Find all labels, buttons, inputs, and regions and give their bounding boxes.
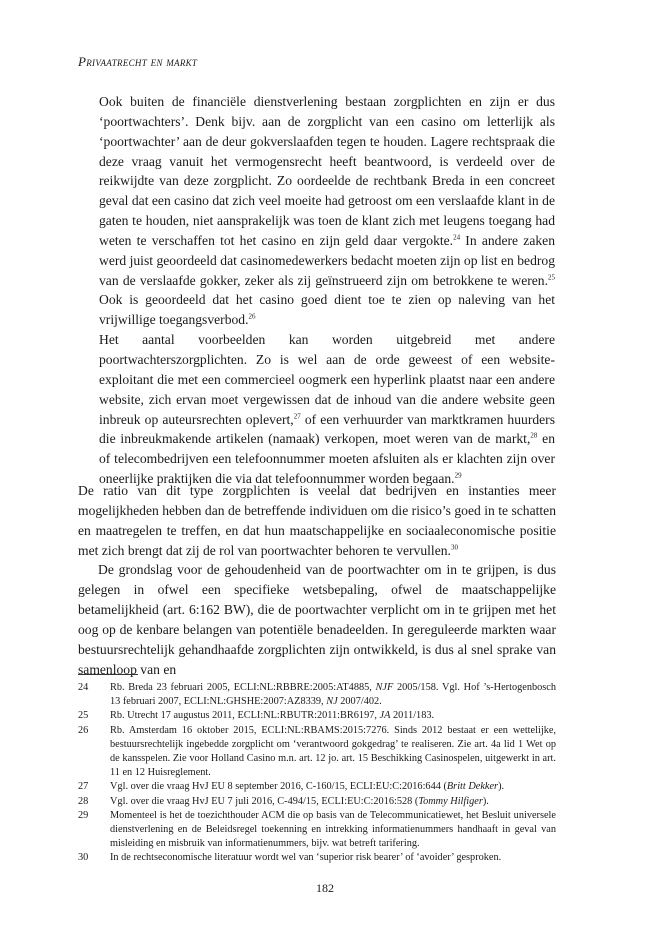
footnote-text-part: ). <box>498 781 505 793</box>
footnote-26 <box>78 724 556 781</box>
footnote-citation-italic: Britt Dekker <box>446 781 499 793</box>
footnote-text-part: 2011/183. <box>390 710 435 722</box>
footnote-28 <box>78 795 556 809</box>
footnote-number: 27 <box>78 781 89 793</box>
footnote-ref-28[interactable]: 28 <box>530 431 538 440</box>
footnote-number: 28 <box>78 795 89 807</box>
footnote-27 <box>78 780 556 794</box>
footnote-text-part: Rb. Breda 23 februari 2005, ECLI:NL:RBBRE:2005:AT4885, <box>110 682 376 693</box>
footnote-divider <box>78 674 138 675</box>
page-number: 182 <box>316 881 334 895</box>
footnote-ref-26[interactable]: 26 <box>248 312 256 321</box>
footnote-text <box>110 780 556 794</box>
footnote-citation-italic: NJF <box>375 682 394 693</box>
running-header: Privaatrecht en markt <box>78 54 198 69</box>
footnote-29 <box>78 809 556 852</box>
footnote-text-part: Rb. Amsterdam 16 oktober 2015, ECLI:NL:RBAMS:2015:7276. Sinds 2012 bestaat er een wettelijke, bestuursrechtelijk ingebedde zorgplicht om ‘verantwoord gokgedrag’ te realiseren. Zie art. 4a lid 1 Wet op de kansspelen. Zie voor Holland Casino m.n. art. 12 jo. art. 15 Beschikking Casinospelen, uitgewerkt in art. 11 en 12 Huisreglement. <box>110 724 556 779</box>
footnote-text <box>110 851 556 865</box>
footnote-number: 25 <box>78 710 89 722</box>
indented-block <box>99 92 555 489</box>
indented-paragraph-2 <box>99 330 555 489</box>
footnote-citation-italic: JA <box>379 710 391 722</box>
paragraph-text: of een verhuurder van marktkramen huurders die inbreukmakende artikelen (namaak) verkopen, moet weren van de markt, <box>99 411 555 447</box>
body-paragraph-2 <box>78 560 556 679</box>
footnote-number: 29 <box>78 809 89 821</box>
footnote-ref-30[interactable]: 30 <box>450 543 458 551</box>
body-paragraph-1 <box>78 481 556 560</box>
footnote-ref-29[interactable]: 29 <box>454 471 462 480</box>
footnote-citation-italic: Tommy Hilfiger <box>418 795 483 807</box>
paragraph-text: en of telecombedrijven een telefoonnummer moeten afsluiten als er klachten zijn over oneerlijke praktijken die via dat telefoonnummer worden begaan. <box>99 431 555 487</box>
footnote-25 <box>78 709 556 723</box>
footnote-citation-italic: NJ <box>326 696 338 708</box>
footnote-text <box>110 681 556 709</box>
paragraph-text: De grondslag voor de gehoudenheid van de poortwachter om in te grijpen, is dus gelegen in ofwel een specifieke wetsbepaling, ofwel de maatschappelijke betamelijkheid (art. 6:162 BW), die de poortwachter verplicht om in te grijpen met het oog op de kenbare belangen van potentiële benadeelden. In gereguleerde markten waar bestuursrechtelijk gehandhaafde zorgplichten zijn ontwikkeld, is dus al snel sprake van samenloop van en <box>78 562 556 677</box>
footnote-text <box>110 724 556 781</box>
footnote-30 <box>78 851 556 865</box>
footnote-text-part: In de rechtseconomische literatuur wordt wel van ‘superior risk bearer’ of ‘avoider’ gesproken. <box>110 852 502 864</box>
indented-paragraph-1 <box>99 92 555 330</box>
footnote-text-part: Rb. Utrecht 17 augustus 2011, ECLI:NL:RBUTR:2011:BR6197, <box>110 710 380 722</box>
footnote-text-part: Vgl. over die vraag HvJ EU 7 juli 2016, C-494/15, ECLI:EU:C:2016:528 ( <box>110 795 419 807</box>
footnote-text <box>110 709 556 723</box>
footnote-ref-27[interactable]: 27 <box>293 411 301 420</box>
footnote-text-part: Vgl. over die vraag HvJ EU 8 september 2016, C-160/15, ECLI:EU:C:2016:644 ( <box>110 781 447 793</box>
paragraph-text: In andere zaken werd juist geoordeeld dat casinomedewerkers bedacht moeten zijn op list en bedrog van de verslaafde gokker, zeker als zij geïnstrueerd zijn om betrokkene te weren. <box>99 232 555 288</box>
footnote-number: 24 <box>78 682 89 693</box>
footnote-text-part: Momenteel is het de toezichthouder ACM die op basis van de Telecommunicatiewet, het Besluit universele dienstverlening en de Beleidsregel toekenning en intrekking informatienummers handhaaft in geval van misleiding en misbruik van informatienummers, bijv. wat betreft tarifering. <box>110 809 556 850</box>
paragraph-text: De ratio van dit type zorgplichten is veelal dat bedrijven en instanties meer mogelijkheden hebben dan de betreffende individuen om die risico’s goed in te schatten en maatregelen te treffen, en dat hun maatschappelijke en sociaaleconomische positie met zich brengt dat zij de rol van poortwachter behoren te vervullen. <box>78 483 556 558</box>
footnote-24 <box>78 681 556 709</box>
footnote-text <box>110 809 556 852</box>
footnote-text-part: ). <box>482 795 489 807</box>
footnote-ref-24[interactable]: 24 <box>453 233 461 242</box>
paragraph-text: Het aantal voorbeelden kan worden uitgebreid met andere poortwachterszorgplichten. Zo is wel aan de orde geweest of een website-exploitant die met een commercieel oogmerk een hyperlink plaatst naar een andere website, zich ervan moet vergewissen dat de inhoud van die andere website geen inbreuk op auteursrechten oplevert, <box>99 332 555 427</box>
footnotes-list <box>78 681 556 866</box>
footnote-number: 26 <box>78 724 89 736</box>
footnote-text <box>110 795 556 809</box>
paragraph-text: Ook buiten de financiële dienstverlening bestaan zorgplichten en zijn er dus ‘poortwachters’. Denk bijv. aan de zorgplicht van een casino om letterlijk als ‘poortwachter’ aan de deur gokverslaafden tegen te houden. Lagere rechtspraak die deze vraag vanuit het vermogensrecht heeft beantwoord, is verdeeld over de reikwijdte van deze zorgplicht. Zo oordeelde de rechtbank Breda in een concreet geval dat een casino dat zich veel moeite had getroost om een verslaafde klant in de gaten te houden, niet aansprakelijk was toen de klant zich met leugens toegang had weten te verschaffen tot het casino en zijn geld daar vergokte. <box>99 94 555 248</box>
main-text <box>78 481 556 679</box>
footnote-number: 30 <box>78 852 89 864</box>
footnote-text-part: 2007/402. <box>337 696 382 708</box>
footnote-text-part: 2005/158. Vgl. Hof ’s-Hertogenbosch 13 februari 2007, ECLI:NL:GHSHE:2007:AZ8339, <box>110 682 557 708</box>
paragraph-text: Ook is geoordeeld dat het casino goed dient toe te zien op naleving van het vrijwillige toegangsverbod. <box>99 292 555 328</box>
footnote-ref-25[interactable]: 25 <box>548 273 555 282</box>
